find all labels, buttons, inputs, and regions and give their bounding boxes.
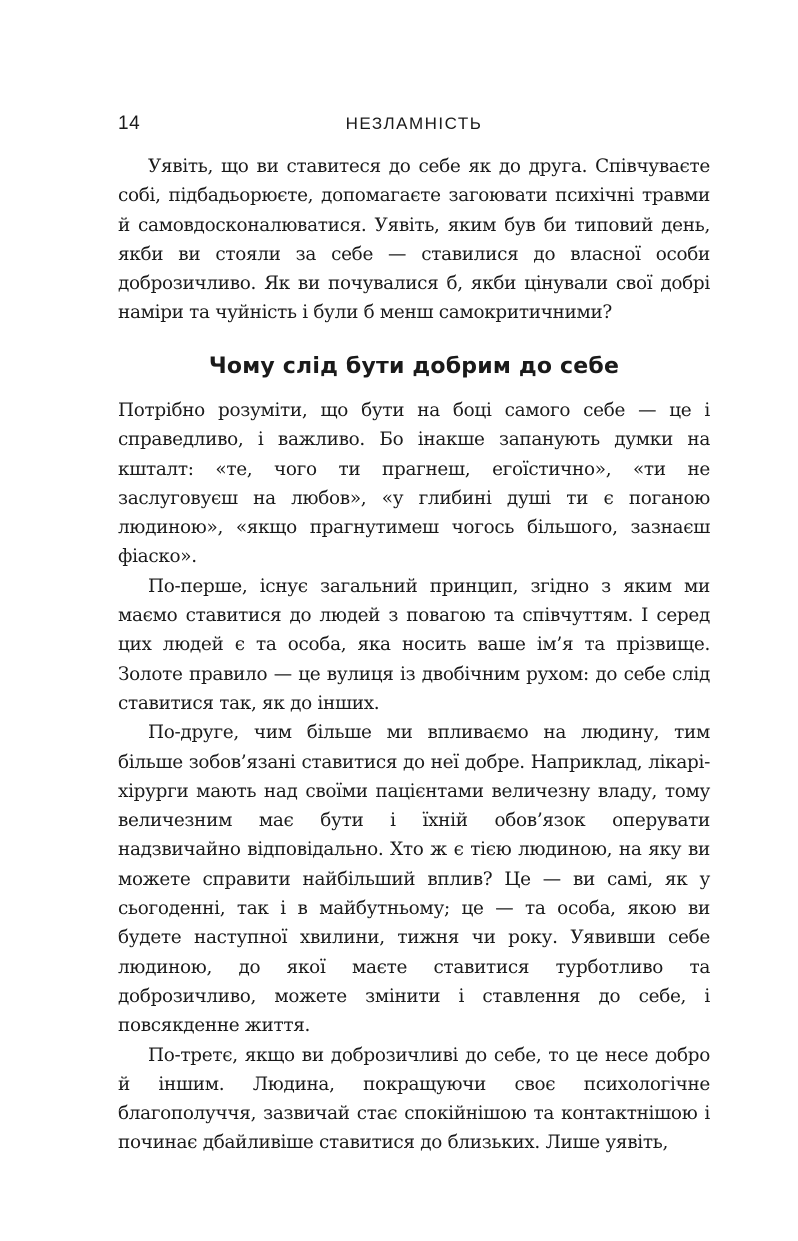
page-number: 14 (118, 113, 141, 134)
intro-text-block (118, 152, 710, 328)
intro-paragraph: Уявіть, що ви ставитеся до себе як до друга. Співчуваєте собі, підбадьорюєте, допомагаєте загоювати психічні травми й самовдосконалюватися. Уявіть, яким був би типовий день, якби ви стояли за себе — ставилися до власної особи доброзичливо. Як ви почувалися б, якби цінували свої добрі наміри та чуйність і були б менш самокритичними? (118, 156, 710, 324)
section-heading: Чому слід бути добрим до себе (208, 354, 620, 379)
body-paragraph-1: Потрібно розуміти, що бути на боці самого себе — це і справедливо, і важливо. Бо інакше запанують думки на кшталт: «те, чого ти прагнеш, егоїстично», «ти не заслуговуєш на любов», «у глибині душі ти є поганою людиною», «якщо прагнутимеш чогось більшого, зазнаєш фіаско». (118, 400, 710, 568)
body-paragraph-3: По-друге, чим більше ми впливаємо на людину, тим більше зобов’язані ставитися до неї добре. Наприклад, лікарі-хірурги мають над своїми пацієнтами величезну владу, тому величезним має бути і їхній обов’язок оперувати надзвичайно відповідально. Хто ж є тією людиною, на яку ви можете справити найбільший вплив? Це — ви самі, як у сьогоденні, так і в майбутньому; це — та особа, якою ви будете наступної хвилини, тижня чи року. Уявивши себе людиною, до якої маєте ставитися турботливо та доброзичливо, можете змінити і ставлення до себе, і повсякденне життя. (118, 722, 710, 1037)
body-paragraph-2: По-перше, існує загальний принцип, згідно з яким ми маємо ставитися до людей з повагою та співчуттям. І серед цих людей є та особа, яка носить ваше ім’я та прізвище. Золоте правило — це вулиця із двобічним рухом: до себе слід ставитися так, як до інших. (118, 575, 710, 714)
book-title: НЕЗЛАМНІСТЬ (345, 114, 483, 133)
body-paragraph-4: По-третє, якщо ви доброзичливі до себе, то це несе добро й іншим. Людина, покращуючи своє психологічне благополуччя, зазвичай стає спокійнішою та контактнішою і починає дбайливіше ставитися до близьких. Лише уявіть, (118, 1044, 710, 1154)
section-body (118, 396, 710, 1158)
running-header (118, 111, 710, 137)
